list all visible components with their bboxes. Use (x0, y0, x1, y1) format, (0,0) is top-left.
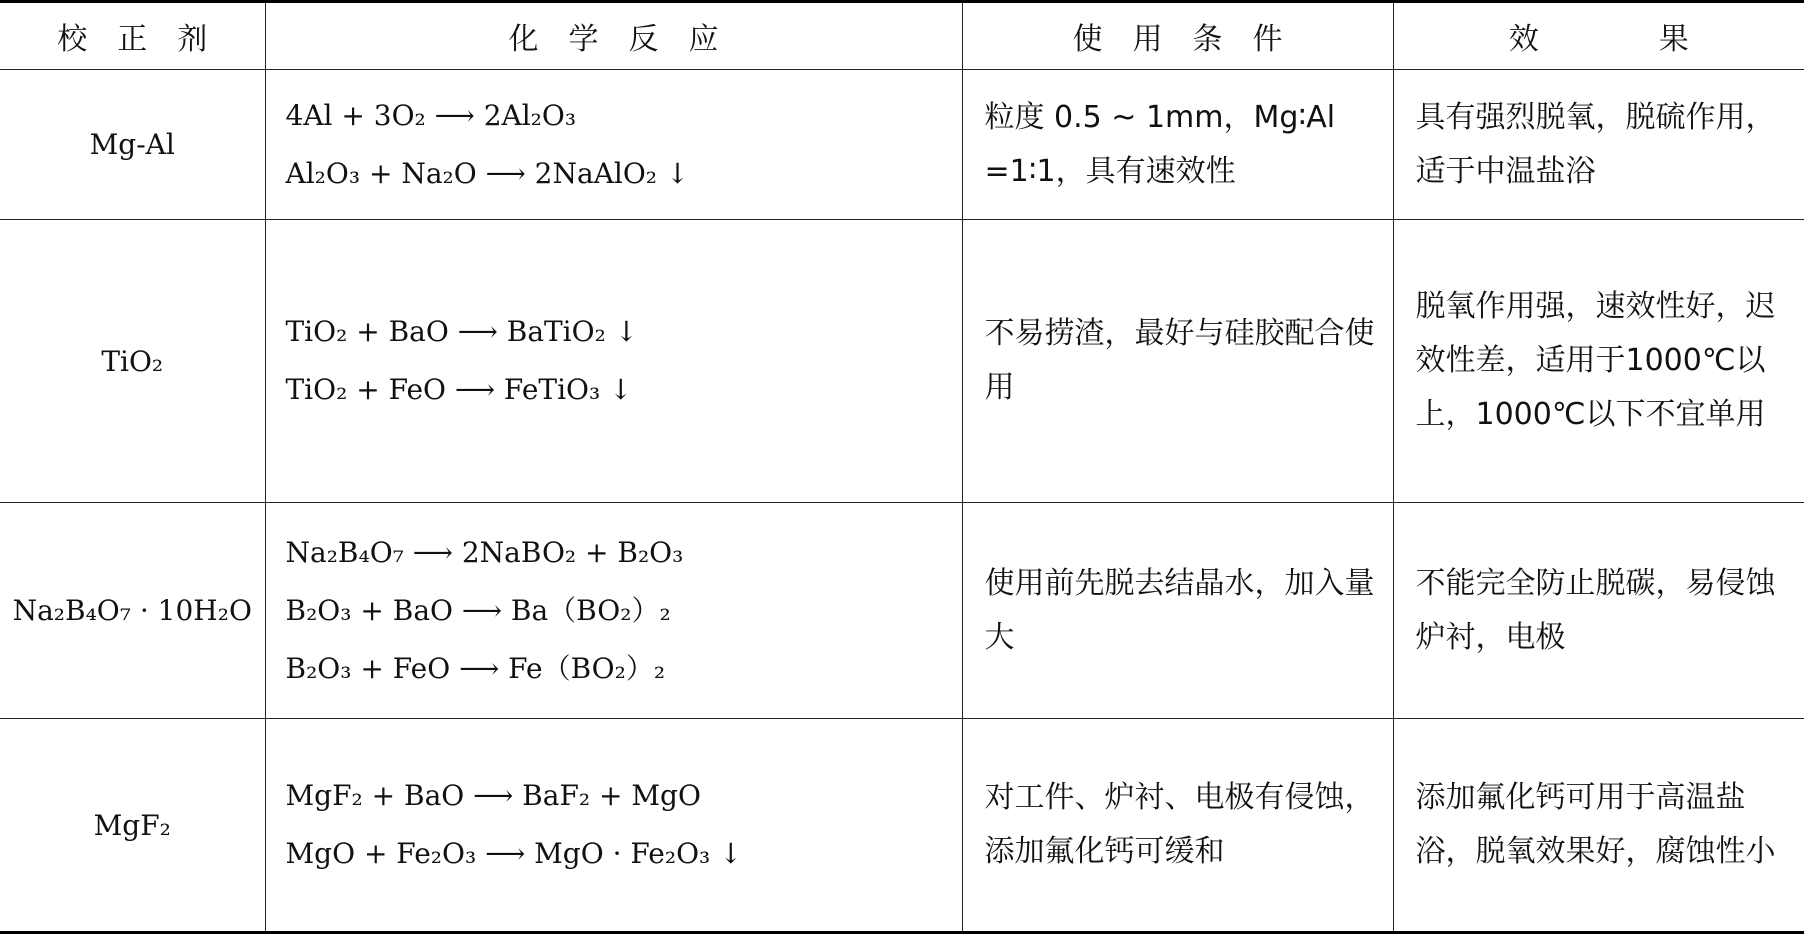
reaction-line: 4Al + 3O₂ ⟶ 2Al₂O₃ (285, 98, 577, 132)
table-row (0, 719, 1804, 933)
reaction-line: MgO + Fe₂O₃ ⟶ MgO · Fe₂O₃ ↓ (285, 837, 743, 870)
effect-cell: 脱氧作用强，速效性好，迟效性差，适用于1000℃以上，1000℃以下不宜单用 (1393, 220, 1804, 503)
reaction-cell (265, 220, 962, 503)
agent-cell: MgF₂ (0, 719, 265, 933)
effect-cell: 不能完全防止脱碳，易侵蚀炉衬，电极 (1393, 503, 1804, 719)
reaction-line: B₂O₃ + BaO ⟶ Ba（BO₂）₂ (285, 593, 671, 627)
header-row (0, 2, 1804, 70)
reaction-line: TiO₂ + BaO ⟶ BaTiO₂ ↓ (285, 315, 639, 348)
conditions-cell: 不易捞渣，最好与硅胶配合使用 (962, 220, 1393, 503)
reaction-line: Al₂O₃ + Na₂O ⟶ 2NaAlO₂ ↓ (285, 156, 690, 190)
conditions-cell: 使用前先脱去结晶水，加入量大 (962, 503, 1393, 719)
header-conditions: 使 用 条 件 (962, 2, 1393, 70)
reaction-line: MgF₂ + BaO ⟶ BaF₂ + MgO (285, 779, 701, 812)
reaction-cell (265, 503, 962, 719)
effect-cell: 具有强烈脱氧，脱硫作用，适于中温盐浴 (1393, 70, 1804, 220)
effect-cell: 添加氟化钙可用于高温盐浴，脱氧效果好，腐蚀性小 (1393, 719, 1804, 933)
reaction-line: TiO₂ + FeO ⟶ FeTiO₃ ↓ (285, 373, 633, 406)
reaction-line: Na₂B₄O₇ ⟶ 2NaBO₂ + B₂O₃ (285, 535, 684, 569)
agent-cell: TiO₂ (0, 220, 265, 503)
header-effect: 效 果 (1393, 2, 1804, 70)
reaction-cell (265, 719, 962, 933)
table-row (0, 70, 1804, 220)
agent-cell: Na₂B₄O₇ · 10H₂O (0, 503, 265, 719)
table-row (0, 220, 1804, 503)
header-agent: 校 正 剂 (0, 2, 265, 70)
table-row (0, 503, 1804, 719)
header-reaction: 化 学 反 应 (265, 2, 962, 70)
reaction-cell (265, 70, 962, 220)
conditions-cell: 粒度 0.5 ~ 1mm，Mg∶Al =1∶1，具有速效性 (962, 70, 1393, 220)
reaction-line: B₂O₃ + FeO ⟶ Fe（BO₂）₂ (285, 651, 666, 685)
conditions-cell: 对工件、炉衬、电极有侵蚀，添加氟化钙可缓和 (962, 719, 1393, 933)
agent-cell: Mg-Al (0, 70, 265, 220)
